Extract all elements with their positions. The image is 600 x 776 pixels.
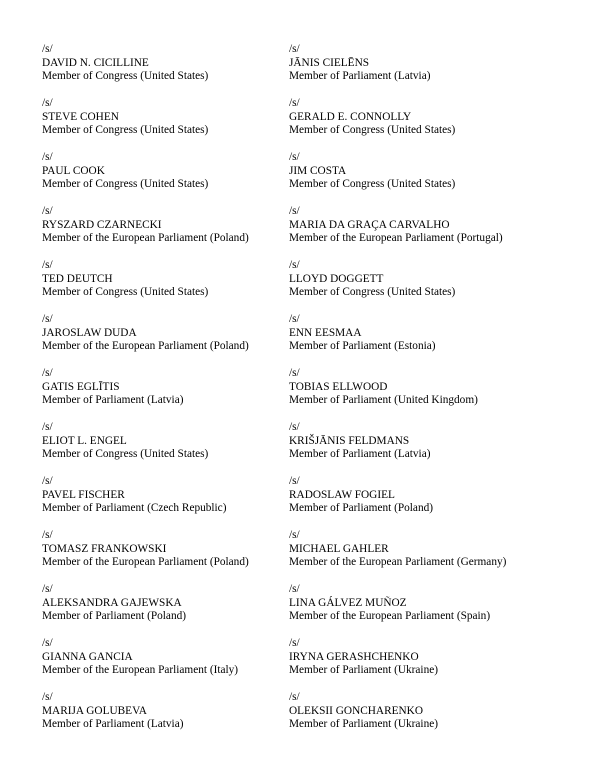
signatory-block [289,97,589,151]
signatory-title: Member of Parliament (Ukraine) [289,718,438,730]
signatory-block [289,205,589,259]
signatory-block [42,97,282,151]
signatory-block [42,691,282,745]
signatory-block [289,691,589,745]
signatory-name: GERALD E. CONNOLLY [289,110,412,123]
signature-mark: /s/ [289,259,300,271]
signatory-title: Member of the European Parliament (Poland) [42,232,249,244]
signature-mark: /s/ [289,529,300,541]
signatory-block [289,151,589,205]
signatory-block [42,529,282,583]
signature-mark: /s/ [289,583,300,595]
signatory-title: Member of Congress (United States) [42,124,209,136]
signatory-title: Member of Congress (United States) [42,178,209,190]
signature-mark: /s/ [289,421,300,433]
signatory-name: TOBIAS ELLWOOD [289,380,388,393]
signatory-name: PAUL COOK [42,164,105,177]
signature-mark: /s/ [42,529,53,541]
signatory-name: KRIŠJĀNIS FELDMANS [289,434,410,447]
signatory-title: Member of Parliament (Latvia) [289,70,431,82]
signature-mark: /s/ [289,691,300,703]
signatory-title: Member of the European Parliament (Poland) [42,340,249,352]
signatory-name: RADOSLAW FOGIEL [289,488,395,501]
signature-mark: /s/ [42,583,53,595]
signature-mark: /s/ [42,637,53,649]
signatory-block [42,259,282,313]
signature-mark: /s/ [289,313,300,325]
signatory-name: PAVEL FISCHER [42,488,125,501]
signatory-name: RYSZARD CZARNECKI [42,218,162,231]
signatory-name: STEVE COHEN [42,110,119,123]
signature-mark: /s/ [289,43,300,55]
signatory-title: Member of Parliament (Latvia) [289,448,431,460]
signatory-block [289,43,589,97]
signatory-block [289,583,589,637]
signatory-block [42,151,282,205]
signatory-name: ALEKSANDRA GAJEWSKA [42,596,182,609]
signatory-name: MARIJA GOLUBEVA [42,704,147,717]
signatory-name: LINA GÁLVEZ MUÑOZ [289,596,407,609]
signatory-title: Member of Congress (United States) [42,448,209,460]
signature-mark: /s/ [42,691,53,703]
signatory-title: Member of Congress (United States) [289,124,456,136]
signatory-name: OLEKSII GONCHARENKO [289,704,423,717]
signatory-title: Member of Congress (United States) [42,70,209,82]
signatory-title: Member of Congress (United States) [289,286,456,298]
signature-mark: /s/ [42,97,53,109]
signature-mark: /s/ [42,313,53,325]
signatory-name: LLOYD DOGGETT [289,272,384,285]
signatory-title: Member of Parliament (Latvia) [42,718,184,730]
signatory-block [289,421,589,475]
signatory-name: MARIA DA GRAÇA CARVALHO [289,218,450,231]
signatory-block [42,637,282,691]
signatory-title: Member of Parliament (Latvia) [42,394,184,406]
signatory-title: Member of Parliament (Ukraine) [289,664,438,676]
signatory-name: TED DEUTCH [42,272,113,285]
signatory-title: Member of Parliament (Poland) [289,502,433,514]
signature-mark: /s/ [42,151,53,163]
signatory-title: Member of Parliament (United Kingdom) [289,394,478,406]
signature-mark: /s/ [289,151,300,163]
signatory-title: Member of Congress (United States) [42,286,209,298]
signature-mark: /s/ [42,421,53,433]
signature-mark: /s/ [289,637,300,649]
signatory-block [42,313,282,367]
signatory-title: Member of the European Parliament (Spain) [289,610,491,622]
signatory-name: JĀNIS CIELĒNS [289,56,370,69]
signatory-name: GATIS EGLĪTIS [42,380,120,393]
signatory-title: Member of the European Parliament (Italy) [42,664,239,676]
signatory-title: Member of Congress (United States) [289,178,456,190]
signatory-column-right [289,43,589,745]
signatory-name: JIM COSTA [289,164,347,177]
signatory-block [42,421,282,475]
signatory-name: MICHAEL GAHLER [289,542,389,555]
signature-mark: /s/ [42,367,53,379]
signatory-column-left [42,43,282,745]
signatory-name: ELIOT L. ENGEL [42,434,127,447]
signatory-name: JAROSLAW DUDA [42,326,137,339]
signature-mark: /s/ [289,475,300,487]
signatory-title: Member of Parliament (Poland) [42,610,186,622]
signatory-title: Member of Parliament (Estonia) [289,340,436,352]
signatory-name: IRYNA GERASHCHENKO [289,650,419,663]
signatory-title: Member of the European Parliament (Portugal) [289,232,503,244]
signature-mark: /s/ [289,367,300,379]
signatory-name: GIANNA GANCIA [42,650,133,663]
signatory-title: Member of the European Parliament (Germany) [289,556,507,568]
signature-mark: /s/ [42,259,53,271]
signature-mark: /s/ [289,97,300,109]
signatory-block [289,529,589,583]
signatory-block [42,205,282,259]
signature-mark: /s/ [42,205,53,217]
signatory-block [289,367,589,421]
signatory-block [42,475,282,529]
signatory-block [42,43,282,97]
signatory-name: ENN EESMAA [289,326,362,339]
signature-mark: /s/ [42,475,53,487]
signatory-block [289,259,589,313]
signatory-block [42,367,282,421]
signatory-name: TOMASZ FRANKOWSKI [42,542,167,555]
signatory-block [289,475,589,529]
signatory-name: DAVID N. CICILLINE [42,56,149,69]
signatory-block [289,313,589,367]
signatory-title: Member of the European Parliament (Poland) [42,556,249,568]
signatory-title: Member of Parliament (Czech Republic) [42,502,227,514]
signatory-block [289,637,589,691]
signature-mark: /s/ [42,43,53,55]
signature-mark: /s/ [289,205,300,217]
signatory-block [42,583,282,637]
